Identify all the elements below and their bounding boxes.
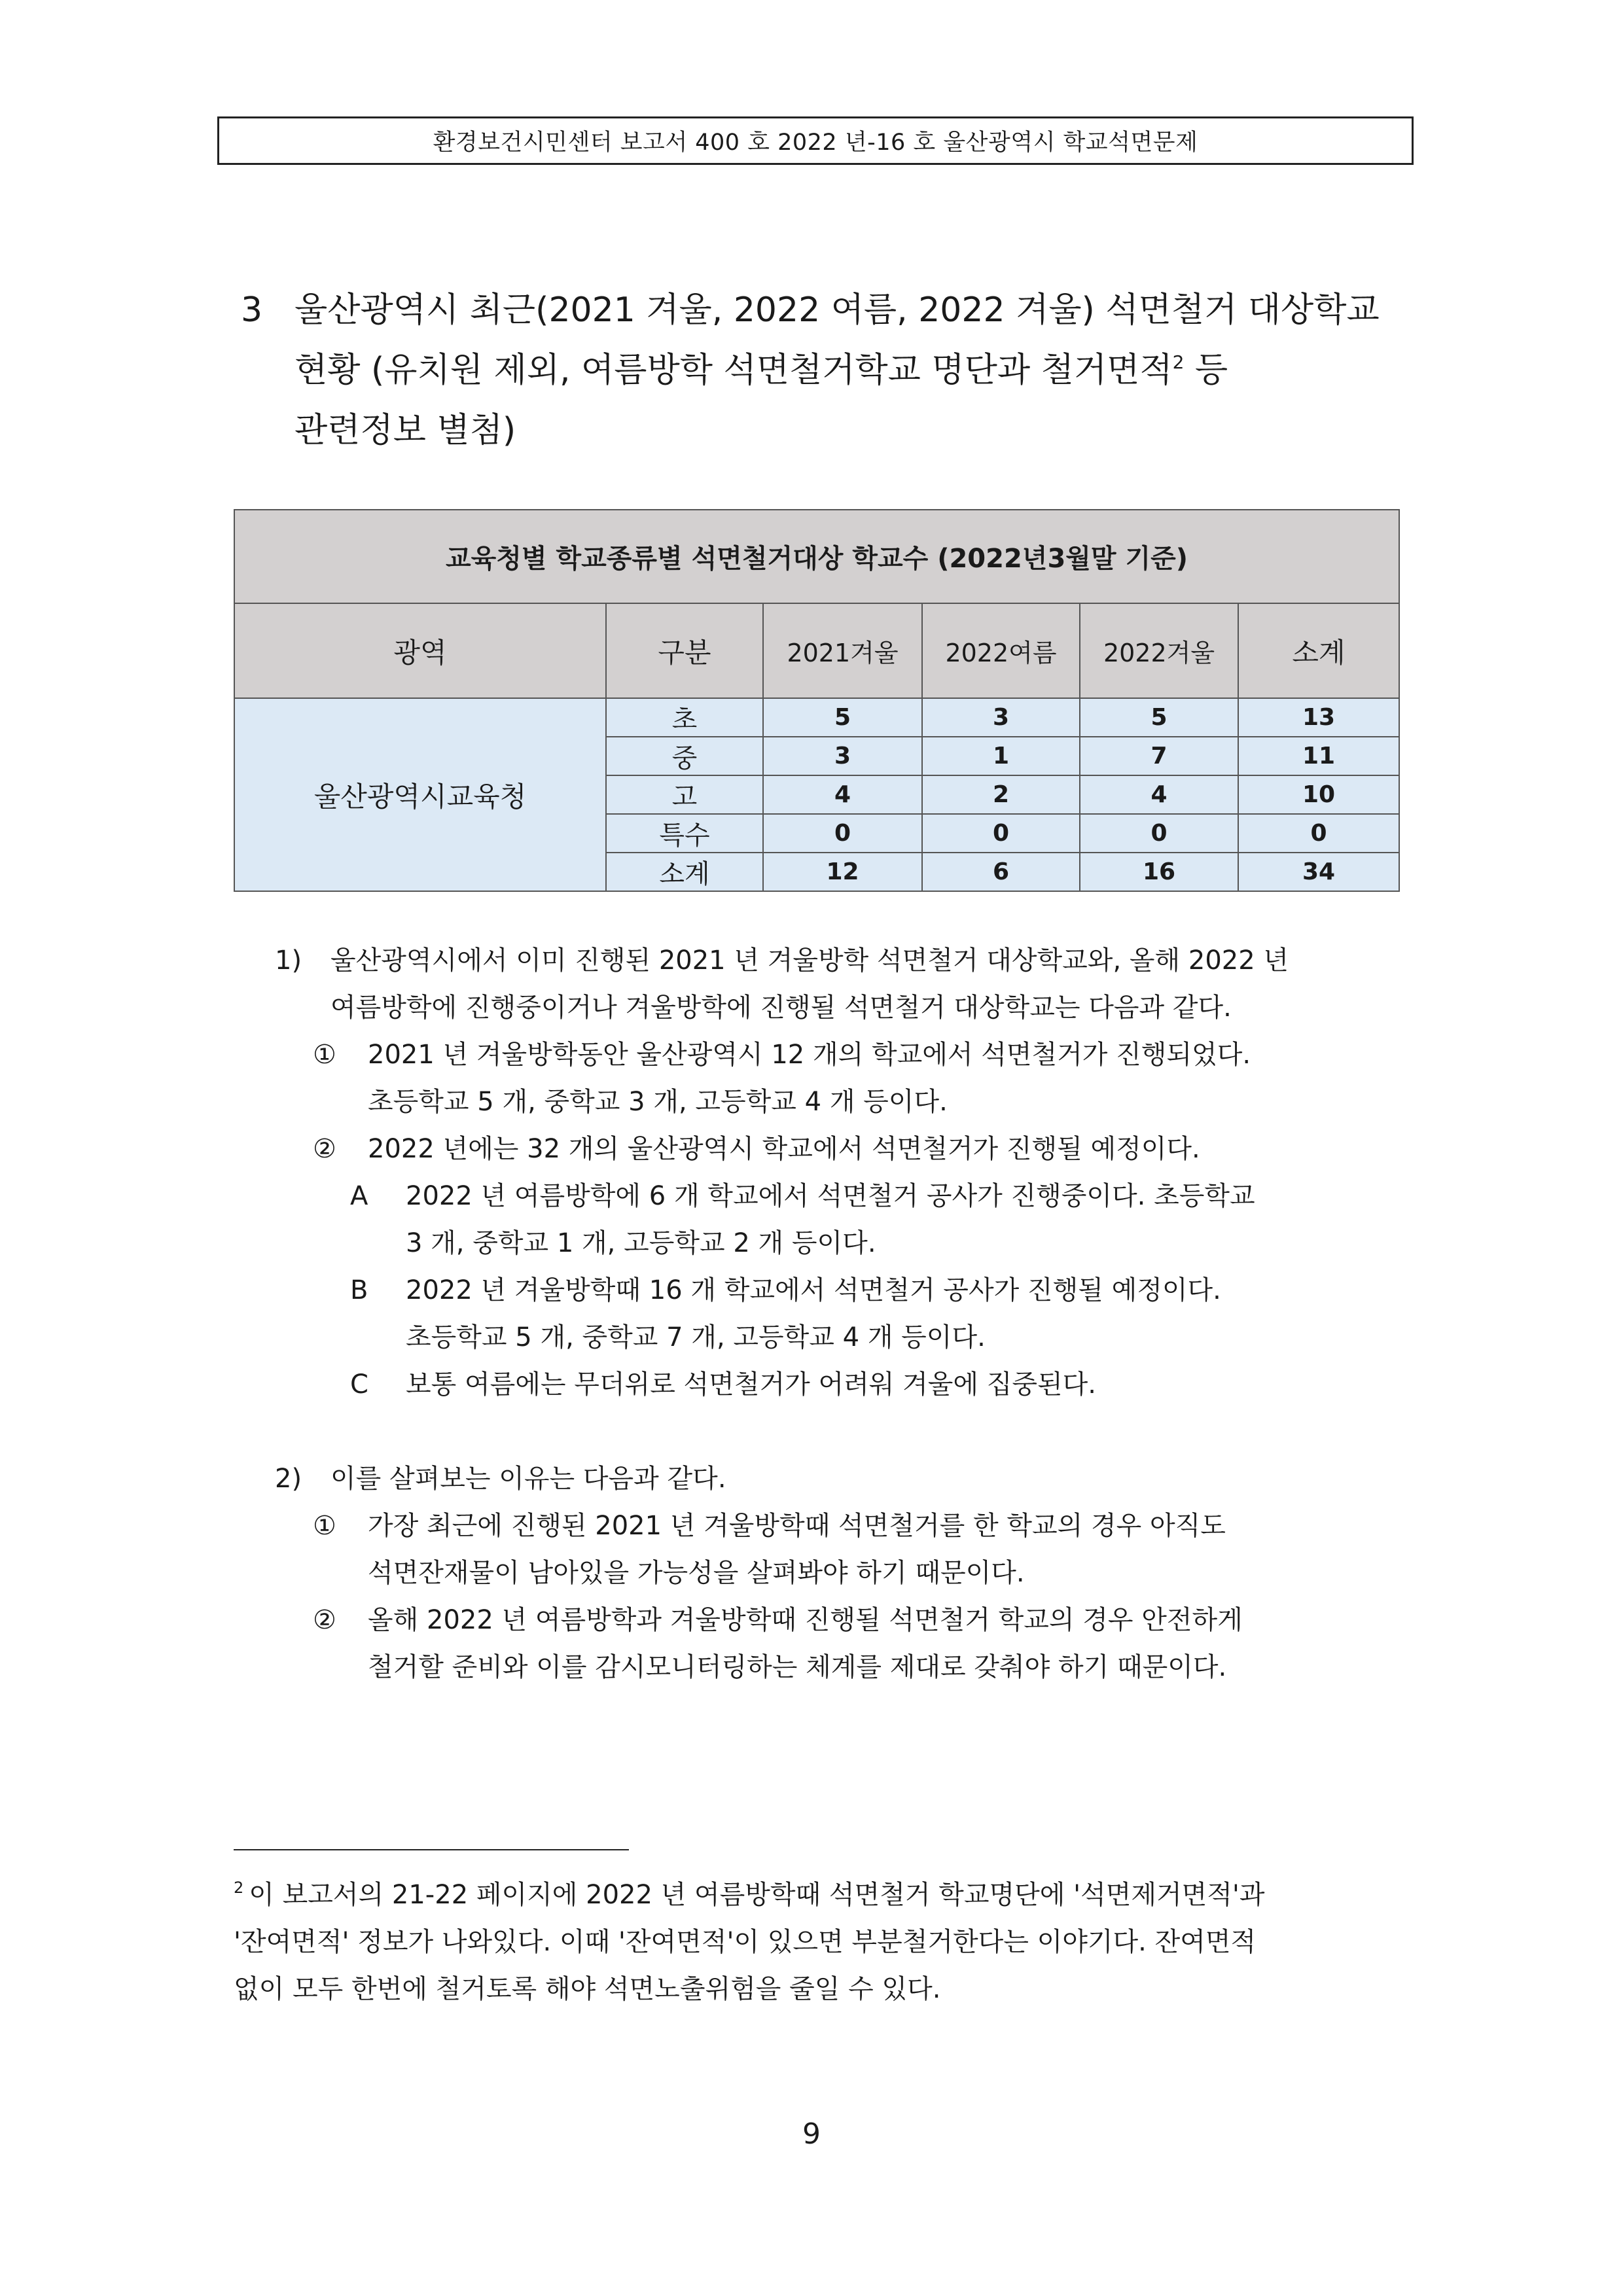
list1-subitem-c-line-1: 보통 여름에는 무더위로 석면철거가 어려워 겨울에 집중된다. (406, 1369, 1097, 1400)
kind-cell: 특수 (606, 814, 763, 853)
value-cell: 5 (1080, 698, 1238, 737)
section-title-line-2 (294, 340, 1394, 400)
header-subtotal: 소계 (1238, 603, 1399, 698)
value-cell: 13 (1238, 698, 1399, 737)
value-cell: 34 (1238, 853, 1399, 891)
list2-item2-marker: ② (313, 1605, 336, 1635)
table-row (234, 698, 1399, 737)
table-header-row (234, 603, 1399, 698)
list1-subitem-b-marker: B (350, 1275, 368, 1305)
footnote-reference[interactable]: 2 (1172, 351, 1185, 373)
value-cell: 4 (763, 775, 922, 814)
list1-marker: 1) (275, 945, 302, 976)
list2-item2-line-1: 올해 2022 년 여름방학과 겨울방학때 진행될 석면철거 학교의 경우 안전하게 (368, 1605, 1243, 1635)
section-title-line-2-text: 현황 (유치원 제외, 여름방학 석면철거학교 명단과 철거면적 (294, 351, 1173, 390)
value-cell: 0 (1238, 814, 1399, 853)
header-2022-winter: 2022겨울 (1080, 603, 1238, 698)
footnote-line-2: '잔여면적' 정보가 나와있다. 이때 '잔여면적'이 있으면 부분철거한다는 이야기다. 잔여면적 (234, 1927, 1257, 1957)
value-cell: 0 (1080, 814, 1238, 853)
list1-subitem-a-marker: A (350, 1181, 368, 1211)
kind-cell: 중 (606, 737, 763, 775)
list1-item2-marker: ② (313, 1134, 336, 1164)
table-caption: 교육청별 학교종류별 석면철거대상 학교수 (2022년3월말 기준) (234, 510, 1399, 603)
value-cell: 12 (763, 853, 922, 891)
list1-item1-line-1: 2021 년 겨울방학동안 울산광역시 12 개의 학교에서 석면철거가 진행되었다. (368, 1040, 1251, 1070)
value-cell: 11 (1238, 737, 1399, 775)
list1-item1-line-2: 초등학교 5 개, 중학교 3 개, 고등학교 4 개 등이다. (368, 1087, 948, 1117)
school-count-table (234, 509, 1400, 892)
page-number: 9 (802, 2117, 821, 2151)
value-cell: 16 (1080, 853, 1238, 891)
list1-subitem-a-line-1: 2022 년 여름방학에 6 개 학교에서 석면철거 공사가 진행중이다. 초등학교 (406, 1181, 1255, 1211)
list1-item2-line-1: 2022 년에는 32 개의 울산광역시 학교에서 석면철거가 진행될 예정이다. (368, 1134, 1200, 1164)
value-cell: 3 (922, 698, 1080, 737)
value-cell: 5 (763, 698, 922, 737)
header-category: 구분 (606, 603, 763, 698)
value-cell: 1 (922, 737, 1080, 775)
list1-line-1: 울산광역시에서 이미 진행된 2021 년 겨울방학 석면철거 대상학교와, 올해 2022 년 (330, 945, 1289, 976)
footnote-line-1-text: 이 보고서의 21-22 페이지에 2022 년 여름방학때 석면철거 학교명단에 '석면제거면적'과 (249, 1880, 1265, 1910)
list1-subitem-a-line-2: 3 개, 중학교 1 개, 고등학교 2 개 등이다. (406, 1228, 876, 1258)
list1-item1-marker: ① (313, 1040, 336, 1070)
kind-cell: 초 (606, 698, 763, 737)
value-cell: 2 (922, 775, 1080, 814)
footnote-line-3: 없이 모두 한번에 철거토록 해야 석면노출위험을 줄일 수 있다. (234, 1974, 941, 2004)
section-title-line-2-end: 등 (1184, 351, 1228, 390)
value-cell: 4 (1080, 775, 1238, 814)
list2-item1-line-2: 석면잔재물이 남아있을 가능성을 살펴봐야 하기 때문이다. (368, 1558, 1025, 1588)
footnote-separator (234, 1849, 629, 1850)
footnote-marker: 2 (234, 1879, 244, 1897)
list2-line-1: 이를 살펴보는 이유는 다음과 같다. (330, 1464, 726, 1494)
report-header (217, 116, 1414, 165)
value-cell: 10 (1238, 775, 1399, 814)
list1-subitem-c-marker: C (350, 1369, 368, 1400)
value-cell: 0 (922, 814, 1080, 853)
section-number: 3 (241, 291, 263, 330)
list2-item1-line-1: 가장 최근에 진행된 2021 년 겨울방학때 석면철거를 한 학교의 경우 아직도 (368, 1511, 1226, 1541)
value-cell: 6 (922, 853, 1080, 891)
list2-item1-marker: ① (313, 1511, 336, 1541)
section-title-text (294, 280, 1394, 461)
header-2022-summer: 2022여름 (922, 603, 1080, 698)
footnote (234, 1871, 1399, 2013)
section-title-line-1: 울산광역시 최근(2021 겨울, 2022 여름, 2022 겨울) 석면철거 대상학교 (294, 291, 1380, 330)
list1-subitem-b-line-2: 초등학교 5 개, 중학교 7 개, 고등학교 4 개 등이다. (406, 1322, 986, 1352)
section-title-line-3: 관련정보 별첨) (294, 411, 516, 450)
value-cell: 3 (763, 737, 922, 775)
header-region: 광역 (234, 603, 606, 698)
list2-item2-line-2: 철거할 준비와 이를 감시모니터링하는 체계를 제대로 갖춰야 하기 때문이다. (368, 1652, 1227, 1682)
footnote-line-1 (234, 1871, 1399, 1918)
header-2021-winter: 2021겨울 (763, 603, 922, 698)
report-header-title: 환경보건시민센터 보고서 400 호 2022 년-16 호 울산광역시 학교석면문제 (433, 130, 1198, 156)
kind-cell: 고 (606, 775, 763, 814)
list2-marker: 2) (275, 1464, 302, 1494)
list1-line-2: 여름방학에 진행중이거나 겨울방학에 진행될 석면철거 대상학교는 다음과 같다. (330, 993, 1232, 1023)
value-cell: 0 (763, 814, 922, 853)
value-cell: 7 (1080, 737, 1238, 775)
region-cell: 울산광역시교육청 (234, 698, 606, 891)
list1-subitem-b-line-1: 2022 년 겨울방학때 16 개 학교에서 석면철거 공사가 진행될 예정이다. (406, 1275, 1221, 1305)
kind-cell: 소계 (606, 853, 763, 891)
table-caption-row (234, 510, 1399, 603)
